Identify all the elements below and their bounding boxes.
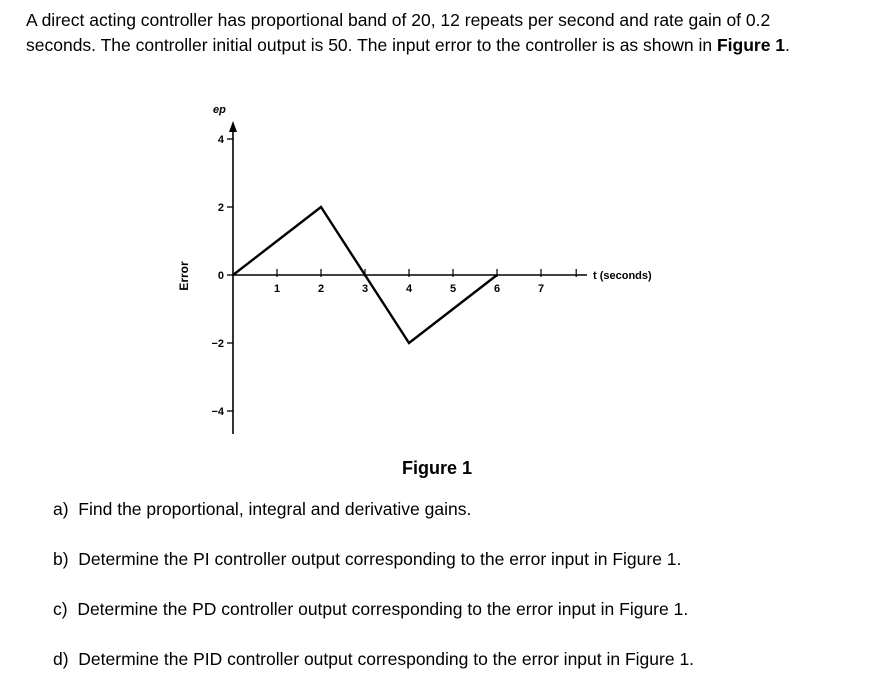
figure-caption: Figure 1 bbox=[401, 458, 472, 478]
chart-axes bbox=[229, 121, 587, 434]
question-d-text: Determine the PID controller output corresponding to the error input in Figure 1. bbox=[78, 649, 695, 669]
y-axis-label: Error bbox=[177, 261, 191, 291]
question-b-label: b) bbox=[53, 549, 69, 569]
question-d bbox=[53, 648, 694, 670]
question-c bbox=[53, 598, 688, 620]
x-tick-label: 7 bbox=[537, 283, 545, 295]
y-tick-label: 0 bbox=[217, 270, 224, 282]
y-tick-label: −2 bbox=[211, 338, 224, 350]
y-axis-symbol: ep bbox=[213, 104, 226, 116]
x-tick-label: 1 bbox=[273, 283, 281, 295]
x-axis-label: t (seconds) bbox=[593, 270, 652, 282]
question-a bbox=[53, 498, 471, 520]
question-c-label: c) bbox=[53, 599, 68, 619]
problem-text-end: . bbox=[785, 35, 790, 55]
figure-reference: Figure 1 bbox=[716, 35, 786, 55]
y-tick-label: 4 bbox=[217, 134, 224, 146]
x-tick-label: 6 bbox=[493, 283, 501, 295]
question-b bbox=[53, 548, 681, 570]
x-tick-label: 2 bbox=[317, 283, 325, 295]
y-tick-label: 2 bbox=[217, 202, 224, 214]
question-b-text: Determine the PI controller output corresponding to the error input in Figure 1. bbox=[78, 549, 682, 569]
x-tick-label: 5 bbox=[449, 283, 457, 295]
x-tick-label: 3 bbox=[361, 283, 369, 295]
question-a-text: Find the proportional, integral and derivative gains. bbox=[78, 499, 472, 519]
problem-text: A direct acting controller has proportional band of 20, 12 repeats per second and rate gain of 0.2 seconds. The controller initial output is 50. The input error to the controller is as shown in bbox=[26, 10, 771, 55]
x-tick-label: 4 bbox=[405, 283, 413, 295]
y-tick-label: −4 bbox=[211, 406, 224, 418]
y-axis-arrow bbox=[229, 121, 237, 132]
question-c-text: Determine the PD controller output corresponding to the error input in Figure 1. bbox=[77, 599, 689, 619]
chart-ticks bbox=[211, 134, 576, 418]
question-a-label: a) bbox=[53, 499, 69, 519]
question-d-label: d) bbox=[53, 649, 69, 669]
